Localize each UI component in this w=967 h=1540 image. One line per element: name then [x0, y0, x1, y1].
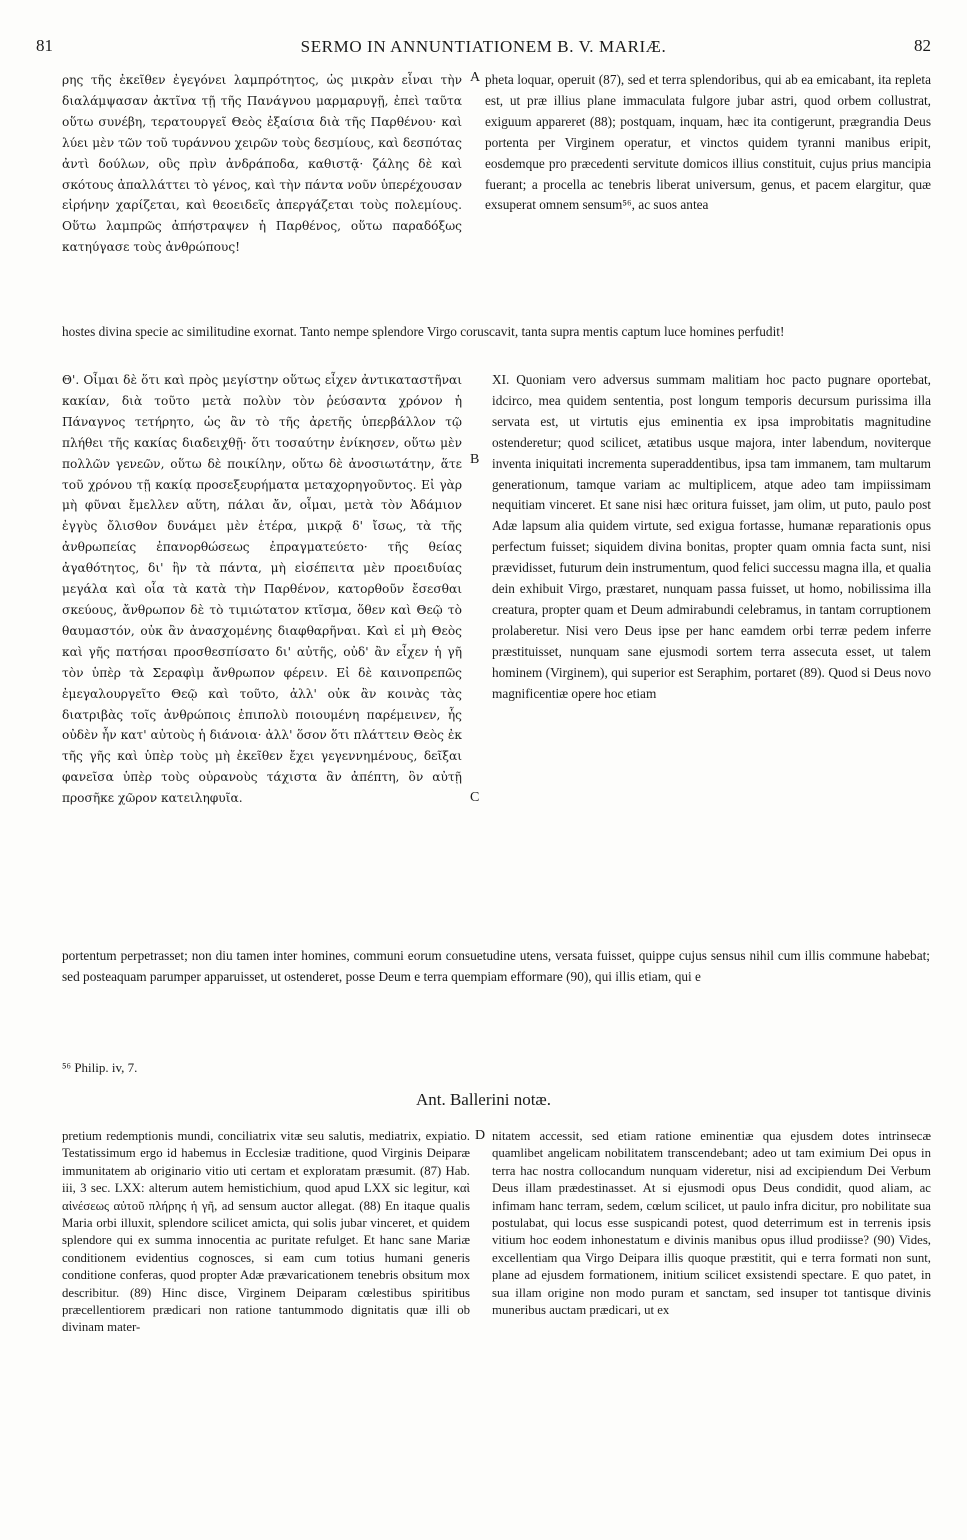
page-number-right: 82 [914, 36, 931, 55]
margin-marker-b: B [470, 452, 480, 467]
notes-right-column: nitatem accessit, sed etiam ratione eminentiæ qua ejusdem dotes intrinsecæ quamlibet angelicam nobilitatem transcendebant; adeo ut tam eximium Dei opus in terra hac nostra collocandum nunquam videretur, nisi ad excipiendum Dei Verbum Deus illam prædestinasset. At si ejusmodi opus Deus condidit, quod aliam, ac infimam hanc terram, sedem, cœlum scilicet, ut paulo infra dicitur, pro nobilitate sua postulabat, qui locus esse suspicandi potest, quod deterrimum est in terrenis ipsis vitium hoc eodem inhonestatum e divinis manibus opus illud prodiisse? (90) Vides, excellentiam qua Virgo Deipara illis quoque præstitit, qui e terra formati non sunt, plane ad ejusdem formationem, initium scilicet exsistendi spectare. E quo patet, in sua illam origine non modo puram et sanctam, sed insuper tot tantisque divinis muneribus auctam prædicari, ut ex [492, 1129, 931, 1318]
latin-column-2: XI. Quoniam vero adversus summam malitiam hoc pacto pugnare oportebat, idcirco, mea quidem sententia, post longum temporis decursum purissima illa servata est, ut virtutis ejus eminentia ex ipsa improbitatis magnitudine ostenderetur; quod scilicet, ætatibus usque majora, inter labendum, noviterque inventa iniquitati incrementa superaddentibus, ipsa tam immanem, tam multarum generationum, tamque variam ac multiplicem, atque adeo tam impiissimam nequitiam vinceret. Et sane nisi hæc oritura fuisset, jam olim, ut puto, paulo post Adæ lapsum alia quidem virtute, sed exigua fortasse, humanæ reparationis opus perfectum fuisset; siquidem divina bonitas, propter quam omnia facta sunt, nisi prævidisset, futurum dein instrumentum, quod felici successu magna illa, et qualia dein exhibuit Virgo, præstaret, nunquam passa fuisset, ut homo, nobilissima illa creatura, propter quam et Deum admirabundi celebramus, in tantam corruptionem prolaberetur. Nisi vero Deus ipse per hanc eamdem orbi terræ pedem inferre præstituisset, nunquam sane ejusmodi sortem terra assecuta esset, ut talem hominem (Virginem), qui superior est Seraphim, portaret (89). Quod si Deus novo magnificentiæ opere hoc etiam [492, 372, 931, 701]
margin-marker-c: C [470, 790, 480, 805]
notes-title: Ant. Ballerini notæ. [415, 1090, 552, 1109]
latin-fullwidth-1: hostes divina specie ac similitudine exornat. Tanto nempe splendore Virgo coruscavit, tanta supra mentis captum luce homines perfudit! [62, 324, 785, 339]
page-number-left: 81 [36, 36, 53, 55]
greek-column-1: ρης τῆς ἐκεῖθεν ἐγεγόνει λαμπρότητος, ὡς μικρὰν εἶναι τὴν διαλάμψασαν ἀκτῖνα τῇ τῆς Πανάγνου μαρμαρυγῇ, ἐπεὶ ταῦτα οὕτω συνέβη, τερατουργεῖ Θεὸς ἐξαίσια διὰ τῆς Παρθένου· καὶ λύει μὲν τῶν τοῦ τυράννου χειρῶν τοὺς δεσμίους, καὶ δεσπότας ἀντὶ δούλων, οὓς πρὶν ἀνδράποδα, καθιστᾷ· ζάλης δὲ καὶ σκότους ἀπαλλάττει τὸ γένος, καὶ τὴν πάντα νοῦν ὑπερέχουσαν εἰρήνην χαρίζεται, καὶ θεοειδεῖς ἀπεργάζεται τοὺς πολεμίους. Οὕτω λαμπρῶς ἀπήστραψεν ἡ Παρθένος, οὕτω παραδόξως κατηύγασε τοὺς ἀνθρώπους! [62, 73, 462, 255]
latin-fullwidth-2: portentum perpetrasset; non diu tamen inter homines, communi eorum consuetudine utens, versata fuisset, quippe cujus sensus nihil cum illis commune habebat; sed posteaquam parumper apparuisset, ut ostenderet, posse Deum e terra quempiam efformare (90), qui illis etiam, qui e [62, 948, 930, 984]
greek-column-2: Θ'. Οἶμαι δὲ ὅτι καὶ πρὸς μεγίστην οὕτως εἶχεν ἀντικαταστῆναι κακίαν, διὰ τοῦτο μετὰ πολὺν τὸν ῥεύσαντα χρόνον ἡ Πάναγνος τετήρητο, ὡς ἂν τὸ τῆς ἀρετῆς ὑπερβάλλον τῷ πλήθει τῆς κακίας διαδειχθῇ· ὅτι τοσαύτην ἐνίκησεν, οὕτω μὲν πολλῶν γενεῶν, οὕτω δὲ ποικίλην, οὕτω δὲ ἀνοσιωτάτην, ἅτε τοῦ χρόνου τῇ κακίᾳ προσεξευρήματα μεταχορηγοῦντος. Εἰ γὰρ μὴ φῦναι ἔμελλεν αὕτη, πάλαι ἄν, οἶμαι, μετὰ τὸν Ἀδάμιον ἐγγὺς ὄλισθον δυνάμει μὲν ἑτέρα, μικρᾷ δ' ἴσως, τὰ τῆς ἀνθρωπείας ἐπανορθώσεως ἐπραγματεύετο· τῆς θείας ἀγαθότητος, δι' ἣν τὰ πάντα, μὴ εἰσέπειτα μὲν προειδυίας μεγάλα καὶ οἷα τὰ κατὰ τὴν Παρθένον, κατορθοῦν ἔσεσθαι σκεύους, ἄνθρωπον δὲ τὸ τιμιώτατον κτῖσμα, ὅθεν καὶ Θεῷ τὸ θαυμαστόν, οὐκ ἂν ἀνασχομένης διαφθαρῆναι. Καὶ εἰ μὴ Θεὸς καὶ γῆς πατήσαι προσθεσπίσατο δι' αὐτῆς, οὐδ' ἂν εἶχεν ἡ γῆ τὸν ὑπὲρ τὰ Σεραφὶμ ἄνθρωπον φέρειν. Εἰ δὲ καινοπρεπῶς ἐμεγαλουργεῖτο Θεῷ καὶ τοῦτο, ἀλλ' οὐκ ἂν κοινὰς τὰς διατριβὰς τοῖς ἀνθρώποις ἐπιπολὺ ποιουμένη παρέμεινεν, ἧς οὐδὲν ἦν κατ' αὐτοὺς ἡ διάνοια· ἀλλ' ὅσον ὅτι πλάττειν Θεὸς ἐκ τῆς γῆς καὶ ὑπὲρ τοὺς μὴ ἐκεῖθεν ἔχει γεγεννημένους, δεῖξαι φανεῖσα ὑπὲρ τοὺς οὐρανοὺς τάχιστα ἂν ἀπέπτη, ὃν αὐτῇ προσῆκε χῶρον κατειληφυῖα. [62, 373, 462, 806]
margin-marker-d: D [475, 1128, 486, 1143]
margin-marker-a: A [470, 70, 481, 85]
page-header [36, 36, 931, 62]
page-title: SERMO IN ANNUNTIATIONEM B. V. MARIÆ. [300, 37, 667, 56]
latin-column-1: pheta loquar, operuit (87), sed et terra splendoribus, qui ab ea emicabant, ita repleta est, ut præ illius plane immaculata fulgore jubar astri, quod orbem collustrat, exiguum appareret (88); postquam, inquam, hæc ita contigerunt, prægrandia Deus portenta per Virginem operatur, et vinctos quidem tyranni manibus eripit, eosdemque pro præcedenti servitute domicos illius constituit, cujus prius mancipia fuerant; a procella ac tenebris liberat universum, genus, et pacem elargitur, quæ exsuperat omnem sensum⁵⁶, ac suos antea [485, 72, 931, 213]
footnote: ⁵⁶ Philip. iv, 7. [62, 1060, 138, 1075]
notes-left-column: pretium redemptionis mundi, conciliatrix vitæ seu salutis, mediatrix, expiatio. Testatissimum ergo id habemus in Ecclesiæ traditione, quod Virginis Deiparæ immunitatem ab originario vitio uti certam et exploratam præsumit. (87) Hab. iii, 3 sec. LXX: alterum autem hemistichium, quod apud LXX sic legitur, καὶ αἰνέσεως αὐτοῦ πλήρης ἡ γῆ, ad sensum auctor allegat. (88) En itaque qualis Maria orbi illuxit, splendore scilicet amicta, qui solis jubar vinceret, et quidem splendore qui ex summa innocentia ac puritate refulget. Et hanc sane Mariæ conditionem evidentius cognosces, si eam cum totius humani generis conditione conferas, quod propter Adæ prævaricationem tenebris obsitum mox describitur. (89) Hinc disce, Virginem Deiparam cœlestibus spiritibus præcellentiorem prædicari non ratione tantummodo dignitatis quæ illi ob divinam mater- [62, 1129, 470, 1335]
